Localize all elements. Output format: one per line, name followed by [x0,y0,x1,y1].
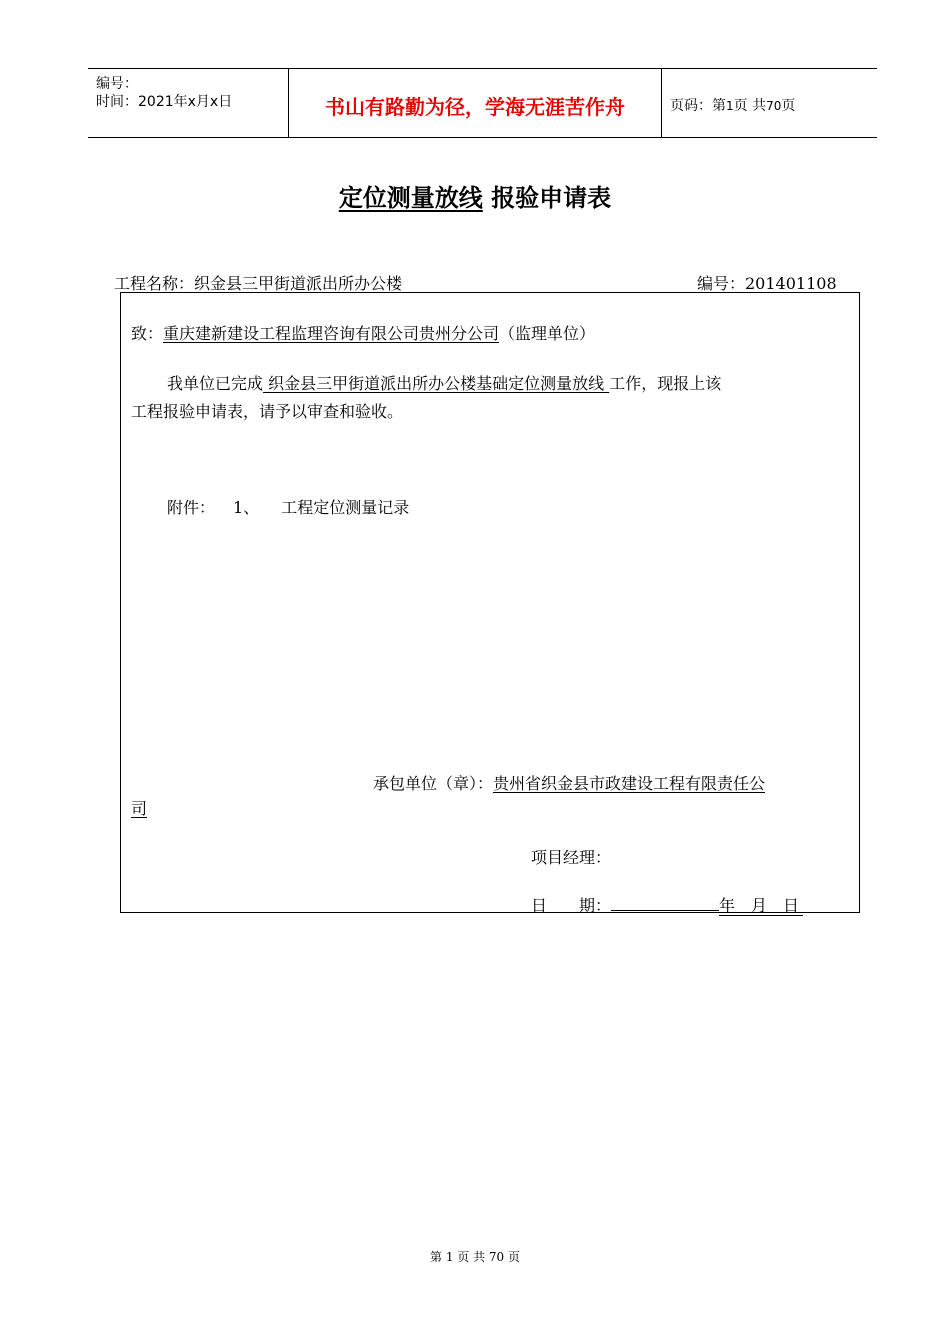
page-header [88,68,877,138]
page-mid: 页 共 [733,98,767,114]
date-line [531,893,803,916]
attachment-number: 1、 [233,498,260,517]
body-prefix: 我单位已完成 [167,374,264,393]
time-label: 时间：2021年x月x日 [96,94,233,110]
date-label: 日 期： [531,896,612,915]
motto-text: 书山有路勤为径，学海无涯苦作舟 [325,95,625,119]
addressee-prefix: 致： [131,324,164,343]
project-manager-label: 项目经理： [531,848,612,867]
page-total: 70 [766,99,782,113]
date-tail: 年 月 日 [719,896,803,916]
addressee-line [131,321,595,344]
addressee-suffix: （监理单位） [499,324,596,343]
page-counter [670,95,795,115]
page-prefix: 页码：第 [670,98,726,114]
attachment-label: 附件： [167,498,216,517]
contractor-name-2: 司 [131,799,148,818]
body-line-2: 工程报验申请表，请予以审查和验收。 [131,402,404,421]
body-work-item: 织金县三甲街道派出所办公楼基础定位测量放线 [263,374,610,393]
title-part-underlined: 定位测量放线 [338,184,483,212]
document-title [0,178,950,213]
contractor-line-1 [373,771,765,794]
body-line-1 [167,371,721,394]
contractor-name-1: 贵州省织金县市政建设工程有限责任公 [493,774,766,793]
addressee-unit: 重庆建新建设工程监理咨询有限公司贵州分公司 [163,324,500,343]
header-motto-cell [288,69,662,137]
body-suffix: 工作，现报上该 [609,374,722,393]
project-number: 编号：201401108 [697,274,837,293]
page-current: 1 [726,99,734,113]
serial-label: 编号： [96,76,138,92]
attachment-item: 工程定位测量记录 [281,498,410,517]
contractor-label: 承包单位（章）： [373,774,494,793]
page-suffix: 页 [781,98,796,114]
attachment-line [167,495,409,518]
application-form [120,292,860,913]
page-footer: 第 1 页 共 70 页 [430,1250,520,1264]
title-part-rest: 报验申请表 [482,184,612,212]
date-blank [611,896,719,911]
header-page-cell [662,69,877,137]
header-left-cell [88,69,288,137]
project-name: 工程名称：织金县三甲街道派出所办公楼 [114,274,403,293]
